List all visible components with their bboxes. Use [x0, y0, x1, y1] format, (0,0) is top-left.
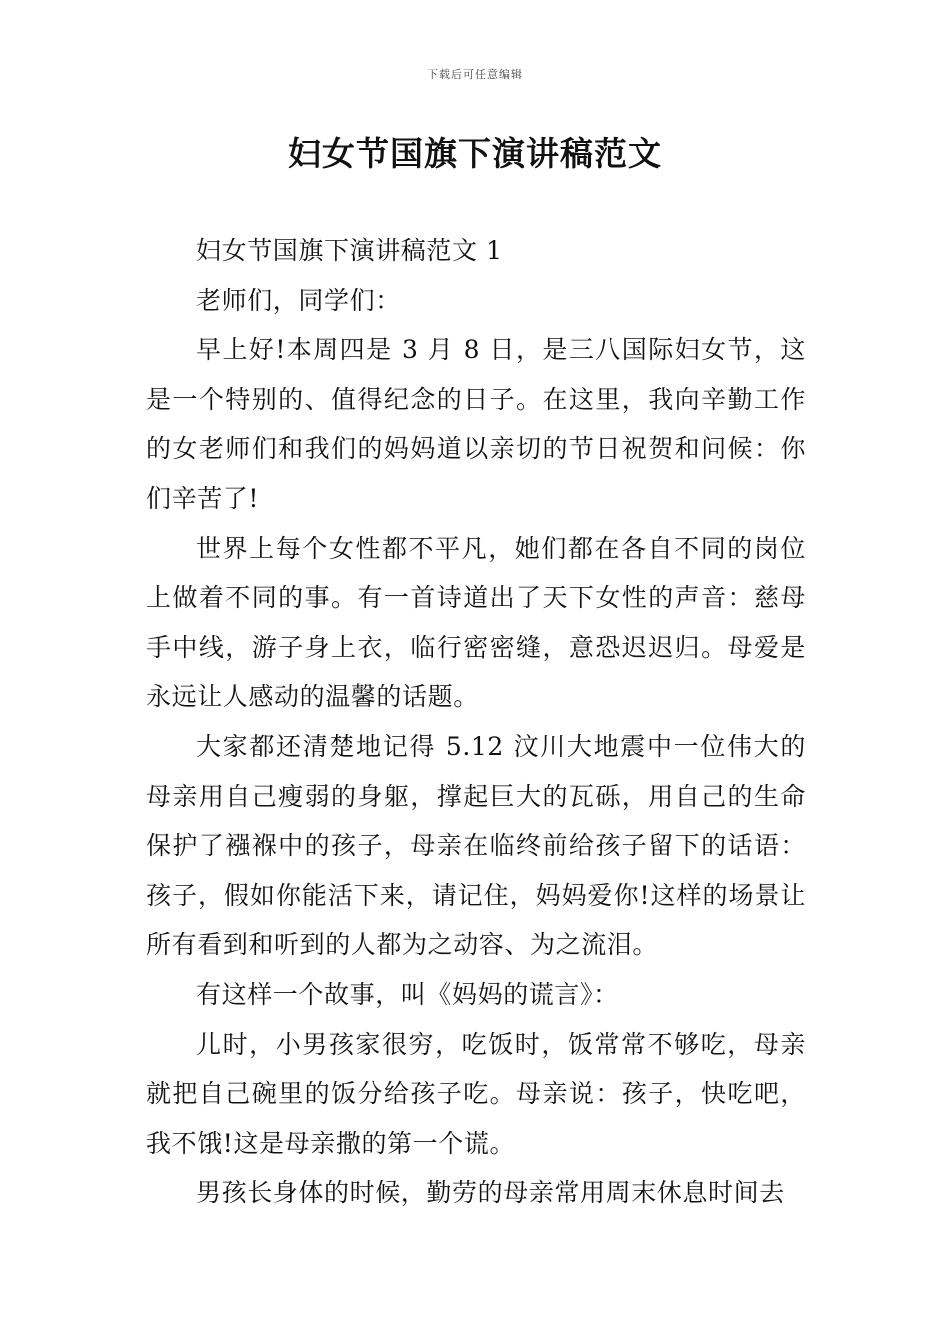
paragraph: 男孩长身体的时候，勤劳的母亲常用周末休息时间去	[196, 1178, 785, 1208]
paragraph: 有这样一个故事，叫《妈妈的谎言》：	[196, 979, 619, 1009]
paragraph: 世界上每个女性都不平凡，她们都在各自不同的岗位上做着不同的事。有一首诗道出了天下女性的声音：慈母手中线，游子身上衣，临行密密缝，意恐迟迟归。母爱是永远让人感动的温馨的话题。	[146, 533, 806, 712]
paragraph: 早上好!本周四是 3 月 8 日，是三八国际妇女节，这是一个特别的、值得纪念的日子。在这里，我向辛勤工作的女老师们和我们的妈妈道以亲切的节日祝贺和问候：你们辛苦了!	[146, 335, 806, 513]
paragraph: 儿时，小男孩家很穷，吃饭时，饭常常不够吃，母亲就把自己碗里的饭分给孩子吃。母亲说：孩子，快吃吧，我不饿!这是母亲撒的第一个谎。	[146, 1029, 806, 1158]
paragraph-greeting: 老师们，同学们：	[196, 285, 401, 315]
paragraph: 大家都还清楚地记得 5.12 汶川大地震中一位伟大的母亲用自己瘦弱的身躯，撑起巨大的瓦砾，用自己的生命保护了襁褓中的孩子，母亲在临终前给孩子留下的话语：孩子，假如你能活下来，请记住，妈妈爱你!这样的场景让所有看到和听到的人都为之动容、为之流泪。	[146, 731, 806, 960]
paragraph-subtitle: 妇女节国旗下演讲稿范文 1	[196, 236, 503, 265]
document-title: 妇女节国旗下演讲稿范文	[288, 134, 662, 173]
document-body	[146, 226, 806, 1218]
header-note: 下载后可任意编辑	[427, 68, 523, 81]
